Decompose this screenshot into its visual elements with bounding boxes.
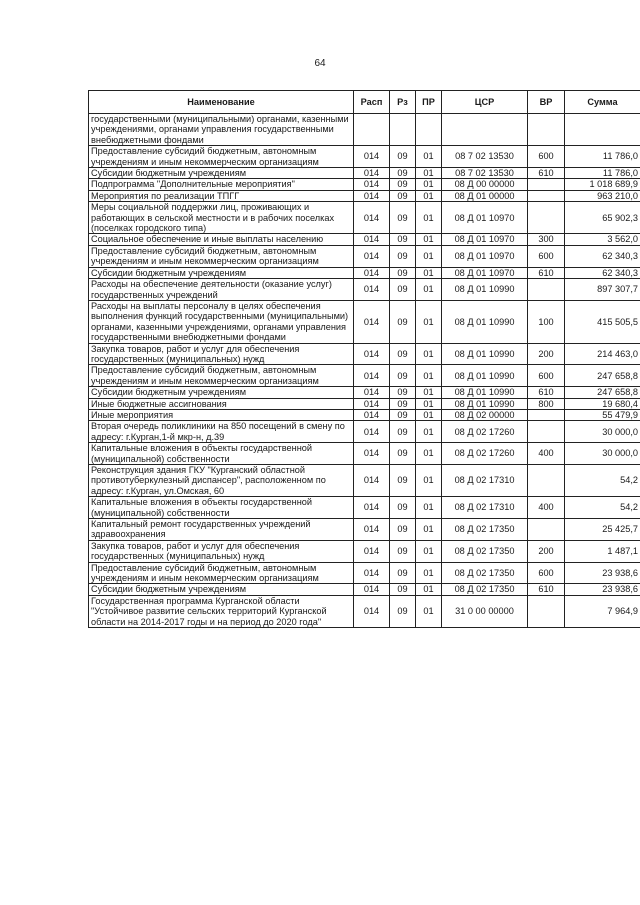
table-row xyxy=(89,398,640,409)
table-row xyxy=(89,409,640,420)
row-sum: 11 786,0 xyxy=(565,168,640,179)
row-vr: 400 xyxy=(528,497,565,519)
column-header-pr: ПР xyxy=(416,91,442,114)
row-sum: 62 340,3 xyxy=(565,245,640,267)
row-csr: 08 Д 01 10990 xyxy=(442,398,528,409)
row-rz: 09 xyxy=(390,595,416,627)
row-pr: 01 xyxy=(416,443,442,465)
row-pr: 01 xyxy=(416,179,442,190)
row-vr xyxy=(528,190,565,201)
row-rz: 09 xyxy=(390,398,416,409)
row-rasp: 014 xyxy=(354,584,390,595)
row-vr: 600 xyxy=(528,365,565,387)
row-rz: 09 xyxy=(390,497,416,519)
row-csr: 08 Д 02 17350 xyxy=(442,562,528,584)
row-name: Предоставление субсидий бюджетным, автономным учреждениям и иным некоммерческим организациям xyxy=(89,146,354,168)
row-rz: 09 xyxy=(390,421,416,443)
row-rz: 09 xyxy=(390,387,416,398)
table-row xyxy=(89,168,640,179)
table-row xyxy=(89,245,640,267)
row-rz: 09 xyxy=(390,279,416,301)
row-pr: 01 xyxy=(416,300,442,343)
row-rz: 09 xyxy=(390,443,416,465)
row-rasp: 014 xyxy=(354,365,390,387)
row-name: Социальное обеспечение и иные выплаты населению xyxy=(89,234,354,245)
row-rasp: 014 xyxy=(354,146,390,168)
table-row xyxy=(89,387,640,398)
row-rz: 09 xyxy=(390,562,416,584)
row-vr: 610 xyxy=(528,387,565,398)
row-csr xyxy=(442,114,528,146)
row-pr: 01 xyxy=(416,519,442,541)
row-rasp: 014 xyxy=(354,267,390,278)
row-csr: 08 Д 01 00000 xyxy=(442,190,528,201)
column-header-name: Наименование xyxy=(89,91,354,114)
row-rasp: 014 xyxy=(354,497,390,519)
row-csr: 08 7 02 13530 xyxy=(442,146,528,168)
column-header-sum: Сумма xyxy=(565,91,640,114)
row-sum: 55 479,9 xyxy=(565,409,640,420)
row-name: Государственная программа Курганской области "Устойчивое развитие сельских территорий Курганской области на 2014-2017 годы и на период до 2020 года" xyxy=(89,595,354,627)
row-sum: 214 463,0 xyxy=(565,343,640,365)
row-rz: 09 xyxy=(390,146,416,168)
row-vr xyxy=(528,519,565,541)
table-row xyxy=(89,202,640,234)
row-name: Предоставление субсидий бюджетным, автономным учреждениям и иным некоммерческим организациям xyxy=(89,245,354,267)
row-rz xyxy=(390,114,416,146)
row-csr: 08 Д 01 10970 xyxy=(442,267,528,278)
row-pr: 01 xyxy=(416,190,442,201)
row-rz: 09 xyxy=(390,465,416,497)
row-rz: 09 xyxy=(390,234,416,245)
row-csr: 08 Д 01 10970 xyxy=(442,245,528,267)
table-row xyxy=(89,421,640,443)
row-sum: 963 210,0 xyxy=(565,190,640,201)
row-csr: 08 Д 02 17260 xyxy=(442,443,528,465)
row-vr xyxy=(528,202,565,234)
row-rasp: 014 xyxy=(354,409,390,420)
row-vr: 200 xyxy=(528,343,565,365)
row-name: Предоставление субсидий бюджетным, автономным учреждениям и иным некоммерческим организациям xyxy=(89,562,354,584)
row-rz: 09 xyxy=(390,168,416,179)
row-sum: 54,2 xyxy=(565,465,640,497)
row-rasp: 014 xyxy=(354,168,390,179)
row-rasp: 014 xyxy=(354,387,390,398)
row-name: Капитальные вложения в объекты государственной (муниципальной) собственности xyxy=(89,443,354,465)
row-rasp: 014 xyxy=(354,595,390,627)
row-rasp xyxy=(354,114,390,146)
row-csr: 08 Д 02 17310 xyxy=(442,497,528,519)
row-rasp: 014 xyxy=(354,540,390,562)
row-csr: 08 Д 02 17350 xyxy=(442,584,528,595)
row-rasp: 014 xyxy=(354,245,390,267)
row-rasp: 014 xyxy=(354,421,390,443)
table-row xyxy=(89,179,640,190)
table-row xyxy=(89,584,640,595)
row-name: Субсидии бюджетным учреждениям xyxy=(89,168,354,179)
row-vr: 100 xyxy=(528,300,565,343)
row-pr: 01 xyxy=(416,421,442,443)
row-rz: 09 xyxy=(390,245,416,267)
row-name: Субсидии бюджетным учреждениям xyxy=(89,584,354,595)
table-row xyxy=(89,279,640,301)
row-rasp: 014 xyxy=(354,300,390,343)
row-sum: 1 487,1 xyxy=(565,540,640,562)
row-csr: 08 Д 00 00000 xyxy=(442,179,528,190)
column-header-csr: ЦСР xyxy=(442,91,528,114)
table-row xyxy=(89,497,640,519)
row-sum: 23 938,6 xyxy=(565,584,640,595)
row-name: Меры социальной поддержки лиц, проживающих и работающих в сельской местности и в рабочих поселках (поселках городского типа) xyxy=(89,202,354,234)
table-row xyxy=(89,465,640,497)
row-csr: 31 0 00 00000 xyxy=(442,595,528,627)
row-sum xyxy=(565,114,640,146)
row-csr: 08 Д 01 10990 xyxy=(442,343,528,365)
row-pr: 01 xyxy=(416,267,442,278)
row-name: государственными (муниципальными) органами, казенными учреждениями, органами управления государственными внебюджетными фондами xyxy=(89,114,354,146)
row-name: Вторая очередь поликлиники на 850 посещений в смену по адресу: г.Курган,1-й мкр-н, д.39 xyxy=(89,421,354,443)
row-rz: 09 xyxy=(390,343,416,365)
row-csr: 08 Д 01 10990 xyxy=(442,387,528,398)
row-rasp: 014 xyxy=(354,398,390,409)
table-header-row xyxy=(89,91,640,114)
row-rasp: 014 xyxy=(354,279,390,301)
row-name: Предоставление субсидий бюджетным, автономным учреждениям и иным некоммерческим организациям xyxy=(89,365,354,387)
row-name: Иные мероприятия xyxy=(89,409,354,420)
column-header-rasp: Расп xyxy=(354,91,390,114)
row-vr: 600 xyxy=(528,146,565,168)
table-row xyxy=(89,300,640,343)
row-rz: 09 xyxy=(390,365,416,387)
row-name: Субсидии бюджетным учреждениям xyxy=(89,387,354,398)
row-vr xyxy=(528,179,565,190)
row-sum: 897 307,7 xyxy=(565,279,640,301)
row-sum: 247 658,8 xyxy=(565,387,640,398)
row-csr: 08 Д 01 10970 xyxy=(442,202,528,234)
row-rasp: 014 xyxy=(354,343,390,365)
row-vr xyxy=(528,595,565,627)
row-rasp: 014 xyxy=(354,179,390,190)
table-row xyxy=(89,343,640,365)
row-rasp: 014 xyxy=(354,190,390,201)
row-pr: 01 xyxy=(416,365,442,387)
row-name: Расходы на выплаты персоналу в целях обеспечения выполнения функций государственными (муниципальными) органами, казенными учреждениями, органами управления государственными внебюджетными фондами xyxy=(89,300,354,343)
row-name: Мероприятия по реализации ТПГГ xyxy=(89,190,354,201)
column-header-vr: ВР xyxy=(528,91,565,114)
row-pr: 01 xyxy=(416,465,442,497)
row-sum: 23 938,6 xyxy=(565,562,640,584)
row-vr: 610 xyxy=(528,584,565,595)
row-pr: 01 xyxy=(416,540,442,562)
row-rz: 09 xyxy=(390,190,416,201)
table-row xyxy=(89,595,640,627)
row-vr xyxy=(528,409,565,420)
budget-table xyxy=(88,90,640,628)
row-sum: 415 505,5 xyxy=(565,300,640,343)
row-name: Закупка товаров, работ и услуг для обеспечения государственных (муниципальных) нужд xyxy=(89,343,354,365)
row-vr: 400 xyxy=(528,443,565,465)
table-row xyxy=(89,190,640,201)
row-rz: 09 xyxy=(390,300,416,343)
row-name: Реконструкция здания ГКУ "Курганский областной противотуберкулезный диспансер", расположенном по адресу: г.Курган, ул.Омская, 60 xyxy=(89,465,354,497)
row-sum: 247 658,8 xyxy=(565,365,640,387)
row-vr: 600 xyxy=(528,245,565,267)
row-vr: 200 xyxy=(528,540,565,562)
row-pr xyxy=(416,114,442,146)
row-pr: 01 xyxy=(416,387,442,398)
row-name: Расходы на обеспечение деятельности (оказание услуг) государственных учреждений xyxy=(89,279,354,301)
row-rz: 09 xyxy=(390,519,416,541)
table-row xyxy=(89,562,640,584)
table-row xyxy=(89,443,640,465)
row-sum: 25 425,7 xyxy=(565,519,640,541)
row-name: Закупка товаров, работ и услуг для обеспечения государственных (муниципальных) нужд xyxy=(89,540,354,562)
row-pr: 01 xyxy=(416,595,442,627)
row-vr xyxy=(528,279,565,301)
row-rasp: 014 xyxy=(354,443,390,465)
column-header-rz: Рз xyxy=(390,91,416,114)
row-pr: 01 xyxy=(416,562,442,584)
row-csr: 08 Д 02 17310 xyxy=(442,465,528,497)
row-rz: 09 xyxy=(390,202,416,234)
row-vr: 600 xyxy=(528,562,565,584)
row-sum: 54,2 xyxy=(565,497,640,519)
row-pr: 01 xyxy=(416,497,442,519)
row-vr: 610 xyxy=(528,267,565,278)
row-rasp: 014 xyxy=(354,234,390,245)
row-name: Капитальный ремонт государственных учреждений здравоохранения xyxy=(89,519,354,541)
row-rz: 09 xyxy=(390,584,416,595)
row-vr xyxy=(528,465,565,497)
row-name: Капитальные вложения в объекты государственной (муниципальной) собственности xyxy=(89,497,354,519)
row-pr: 01 xyxy=(416,234,442,245)
table-row xyxy=(89,146,640,168)
row-rz: 09 xyxy=(390,409,416,420)
row-rasp: 014 xyxy=(354,519,390,541)
row-csr: 08 Д 01 10990 xyxy=(442,279,528,301)
row-name: Иные бюджетные ассигнования xyxy=(89,398,354,409)
row-sum: 1 018 689,9 xyxy=(565,179,640,190)
row-name: Подпрограмма "Дополнительные мероприятия" xyxy=(89,179,354,190)
row-csr: 08 Д 02 17260 xyxy=(442,421,528,443)
row-sum: 7 964,9 xyxy=(565,595,640,627)
row-pr: 01 xyxy=(416,146,442,168)
row-pr: 01 xyxy=(416,245,442,267)
row-sum: 11 786,0 xyxy=(565,146,640,168)
row-csr: 08 Д 02 00000 xyxy=(442,409,528,420)
row-rasp: 014 xyxy=(354,465,390,497)
row-pr: 01 xyxy=(416,279,442,301)
row-csr: 08 Д 01 10990 xyxy=(442,300,528,343)
row-vr xyxy=(528,421,565,443)
row-vr: 300 xyxy=(528,234,565,245)
row-vr: 610 xyxy=(528,168,565,179)
row-vr xyxy=(528,114,565,146)
table-row xyxy=(89,540,640,562)
row-sum: 65 902,3 xyxy=(565,202,640,234)
row-csr: 08 Д 01 10990 xyxy=(442,365,528,387)
row-pr: 01 xyxy=(416,584,442,595)
row-sum: 3 562,0 xyxy=(565,234,640,245)
row-sum: 62 340,3 xyxy=(565,267,640,278)
row-pr: 01 xyxy=(416,398,442,409)
table-row xyxy=(89,365,640,387)
row-sum: 30 000,0 xyxy=(565,421,640,443)
table-row xyxy=(89,519,640,541)
row-rz: 09 xyxy=(390,179,416,190)
page-number: 64 xyxy=(314,58,326,69)
table-body xyxy=(89,114,640,628)
row-pr: 01 xyxy=(416,168,442,179)
row-csr: 08 Д 01 10970 xyxy=(442,234,528,245)
row-rasp: 014 xyxy=(354,202,390,234)
row-csr: 08 Д 02 17350 xyxy=(442,540,528,562)
row-sum: 30 000,0 xyxy=(565,443,640,465)
row-name: Субсидии бюджетным учреждениям xyxy=(89,267,354,278)
row-pr: 01 xyxy=(416,202,442,234)
row-pr: 01 xyxy=(416,343,442,365)
table-row xyxy=(89,267,640,278)
row-rz: 09 xyxy=(390,267,416,278)
row-csr: 08 7 02 13530 xyxy=(442,168,528,179)
row-rasp: 014 xyxy=(354,562,390,584)
row-rz: 09 xyxy=(390,540,416,562)
table-row xyxy=(89,114,640,146)
row-pr: 01 xyxy=(416,409,442,420)
table-row xyxy=(89,234,640,245)
row-vr: 800 xyxy=(528,398,565,409)
row-sum: 19 680,4 xyxy=(565,398,640,409)
row-csr: 08 Д 02 17350 xyxy=(442,519,528,541)
